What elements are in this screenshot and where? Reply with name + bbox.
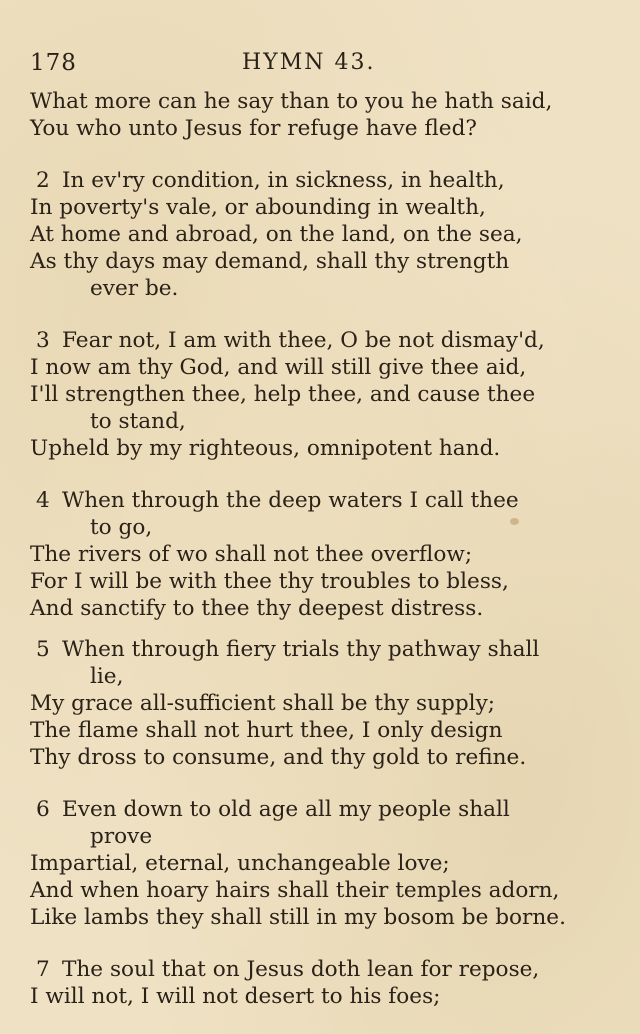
- verse-line-continuation: prove: [90, 824, 153, 849]
- verse-line-continuation: to stand,: [90, 409, 186, 434]
- stanza-3: [30, 327, 605, 462]
- verse-line: I will not, I will not desert to his foes;: [30, 984, 441, 1009]
- verse-line: The soul that on Jesus doth lean for repose,: [62, 957, 540, 982]
- stanza-2: [30, 167, 605, 302]
- verse-line: When through the deep waters I call thee: [62, 488, 519, 513]
- verse-line: Even down to old age all my people shall: [62, 797, 510, 822]
- verse-line: My grace all-sufficient shall be thy supply;: [30, 691, 496, 716]
- verse-line: The flame shall not hurt thee, I only design: [30, 718, 503, 743]
- verse-line: Like lambs they shall still in my bosom be borne.: [30, 905, 566, 930]
- stanza-number: 7: [36, 957, 50, 982]
- page-number: 178: [30, 50, 77, 76]
- hymn-title: HYMN 43.: [242, 50, 376, 75]
- verse-line: In ev'ry condition, in sickness, in health,: [62, 168, 505, 193]
- verse-line: And sanctify to thee thy deepest distress.: [30, 596, 484, 621]
- verse-line: In poverty's vale, or abounding in wealth,: [30, 195, 486, 220]
- verse-line-continuation: ever be.: [90, 276, 179, 301]
- verse-line: You who unto Jesus for refuge have fled?: [30, 116, 477, 141]
- verse-line: At home and abroad, on the land, on the sea,: [30, 222, 523, 247]
- verse-line: The rivers of wo shall not thee overflow;: [30, 542, 473, 567]
- stanza-4: [30, 487, 605, 622]
- stanza-number: 3: [36, 328, 50, 353]
- verse-line: Impartial, eternal, unchangeable love;: [30, 851, 450, 876]
- stanza-5: [30, 636, 605, 771]
- verse-line: And when hoary hairs shall their temples adorn,: [30, 878, 560, 903]
- stanza-7: [30, 956, 605, 1010]
- stanza-6: [30, 796, 605, 931]
- verse-line: When through fiery trials thy pathway shall: [62, 637, 540, 662]
- verse-line: For I will be with thee thy troubles to bless,: [30, 569, 509, 594]
- verse-line: I'll strengthen thee, help thee, and cause thee: [30, 382, 536, 407]
- stanza-number: 2: [36, 168, 50, 193]
- verse-line: Fear not, I am with thee, O be not dismay'd,: [62, 328, 545, 353]
- stanza-1-end: [30, 88, 605, 142]
- verse-line: As thy days may demand, shall thy strength: [30, 249, 510, 274]
- verse-line-continuation: lie,: [90, 664, 124, 689]
- verse-line-continuation: to go,: [90, 515, 153, 540]
- verse-line: Thy dross to consume, and thy gold to refine.: [30, 745, 527, 770]
- stanza-number: 4: [36, 488, 50, 513]
- verse-line: What more can he say than to you he hath said,: [30, 89, 553, 114]
- hymn-text: [30, 88, 605, 1010]
- verse-line: Upheld by my righteous, omnipotent hand.: [30, 436, 501, 461]
- stanza-number: 6: [36, 797, 50, 822]
- page-header: [30, 50, 590, 84]
- verse-line: I now am thy God, and will still give thee aid,: [30, 355, 527, 380]
- stanza-number: 5: [36, 637, 50, 662]
